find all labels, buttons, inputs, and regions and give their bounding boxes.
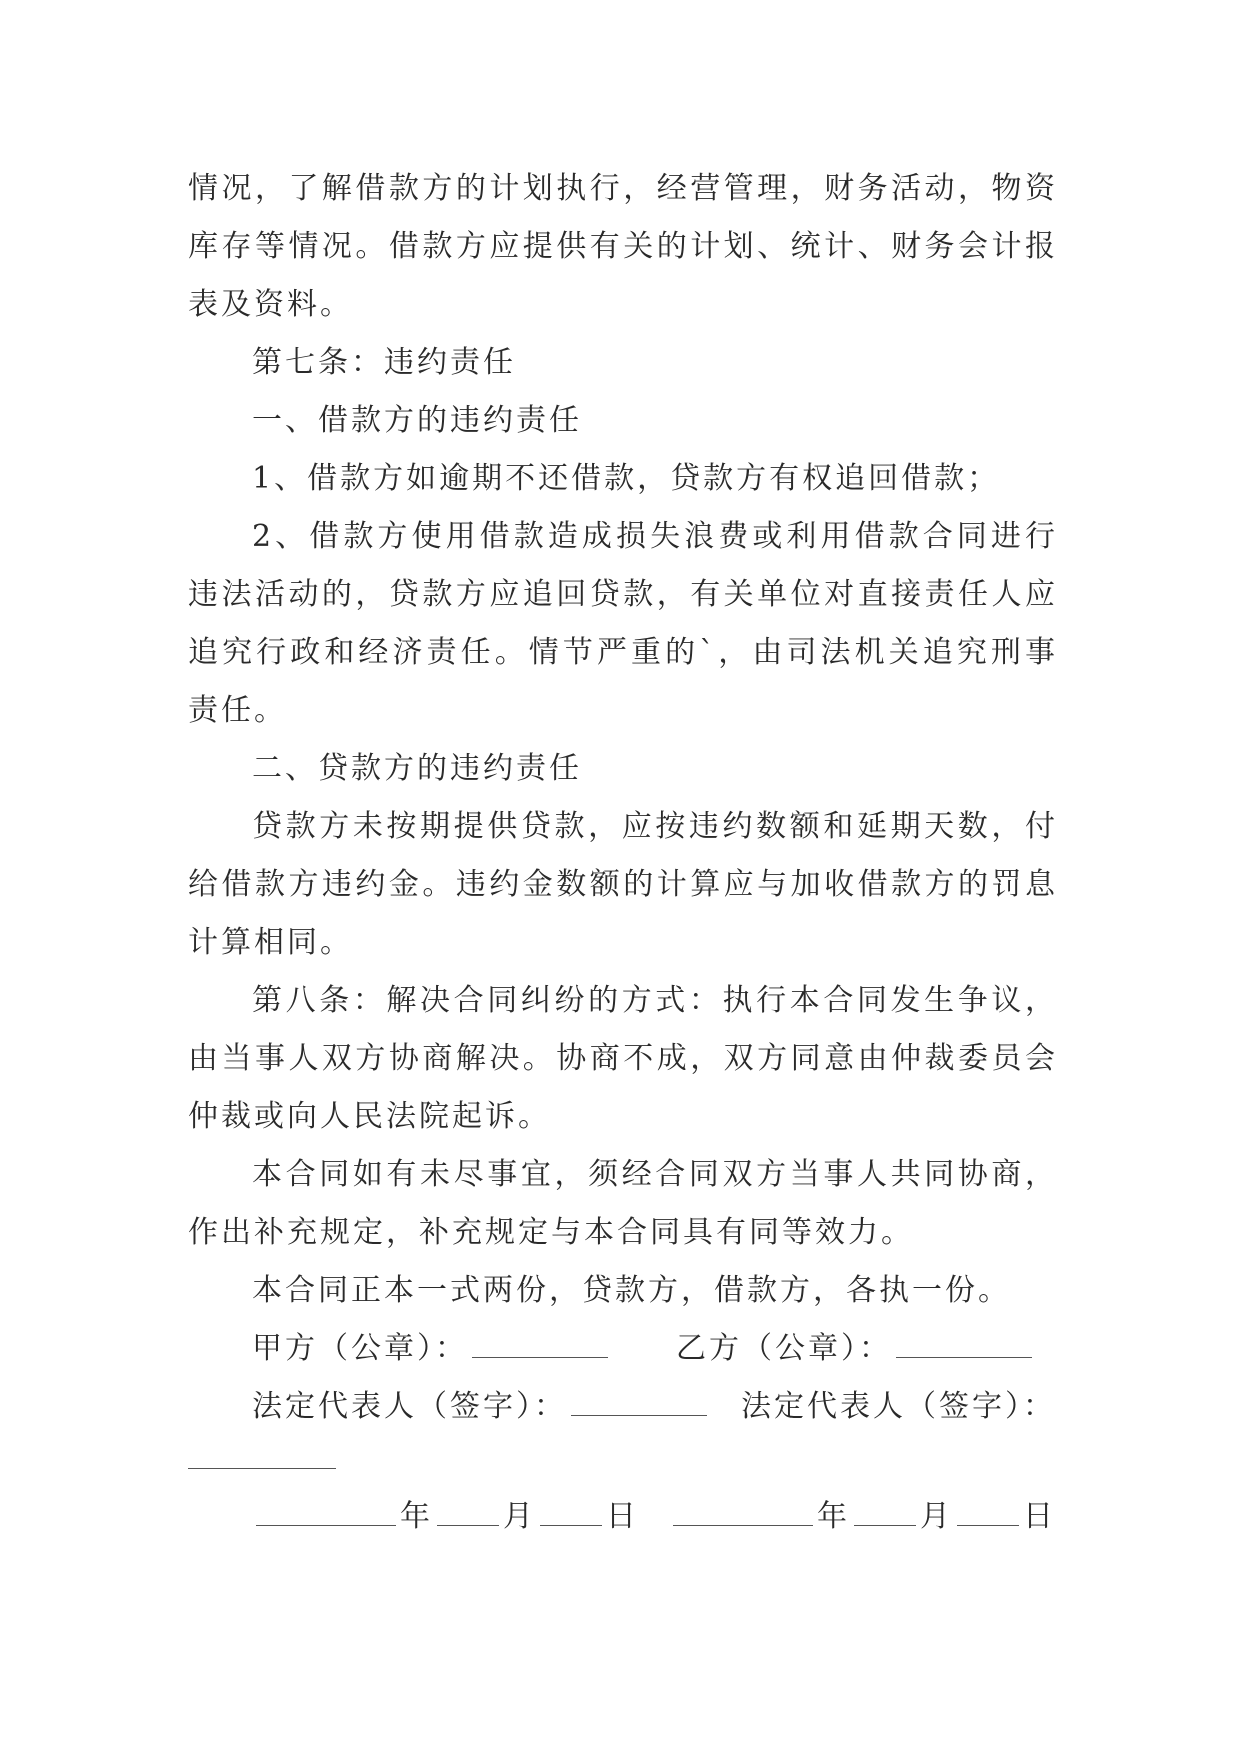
date-b-year-blank[interactable] [673, 1499, 813, 1526]
date-a-day-blank[interactable] [540, 1499, 602, 1526]
date-a-year-label: 年 [400, 1499, 433, 1534]
seal-line [252, 1320, 1036, 1378]
rep-a-blank[interactable] [571, 1389, 707, 1416]
party-b-seal-blank[interactable] [896, 1331, 1032, 1358]
supplementary-provisions: 本合同如有未尽事宜，须经合同双方当事人共同协商，作出补充规定，补充规定与本合同具有同等效力。 [188, 1157, 1058, 1250]
paragraph-continuation: 情况，了解借款方的计划执行，经营管理，财务活动，物资库存等情况。借款方应提供有关的计划、统计、财务会计报表及资料。 [188, 171, 1058, 322]
date-a-day-label: 日 [606, 1499, 639, 1534]
party-a-seal-blank[interactable] [472, 1331, 608, 1358]
date-a-month-label: 月 [503, 1499, 536, 1534]
date-a-year-blank[interactable] [256, 1499, 396, 1526]
contract-body [188, 160, 1058, 1320]
section-borrower-liability-heading: 一、借款方的违约责任 [252, 403, 582, 438]
clause-1: 1、借款方如逾期不还借款，贷款方有权追回借款； [252, 461, 1001, 496]
lender-liability-text: 贷款方未按期提供贷款，应按违约数额和延期天数，付给借款方违约金。违约金数额的计算应与加收借款方的罚息计算相同。 [188, 809, 1058, 960]
date-b-month-label: 月 [920, 1499, 953, 1534]
article-8-dispute-resolution: 第八条：解决合同纠纷的方式：执行本合同发生争议，由当事人双方协商解决。协商不成，双方同意由仲裁委员会仲裁或向人民法院起诉。 [188, 983, 1058, 1134]
date-a-month-blank[interactable] [437, 1499, 499, 1526]
party-b-seal-label: 乙方（公章）： [676, 1331, 892, 1366]
date-b-day-blank[interactable] [957, 1499, 1019, 1526]
section-lender-liability-heading: 二、贷款方的违约责任 [252, 751, 582, 786]
date-b-month-blank[interactable] [854, 1499, 916, 1526]
party-a-seal-label: 甲方（公章）： [252, 1331, 468, 1366]
date-line [252, 1488, 1056, 1546]
rep-a-label: 法定代表人（签字）： [252, 1389, 567, 1424]
copies-clause: 本合同正本一式两份，贷款方，借款方，各执一份。 [252, 1273, 1011, 1308]
date-b-year-label: 年 [817, 1499, 850, 1534]
rep-b-label: 法定代表人（签字）： [741, 1389, 1056, 1424]
representative-line [252, 1378, 1056, 1436]
date-b-day-label: 日 [1023, 1499, 1056, 1534]
rep-b-blank[interactable] [188, 1468, 336, 1469]
article-7-heading: 第七条：违约责任 [252, 345, 516, 380]
clause-2: 2、借款方使用借款造成损失浪费或利用借款合同进行违法活动的，贷款方应追回贷款，有关单位对直接责任人应追究行政和经济责任。情节严重的`，由司法机关追究刑事责任。 [188, 519, 1058, 728]
